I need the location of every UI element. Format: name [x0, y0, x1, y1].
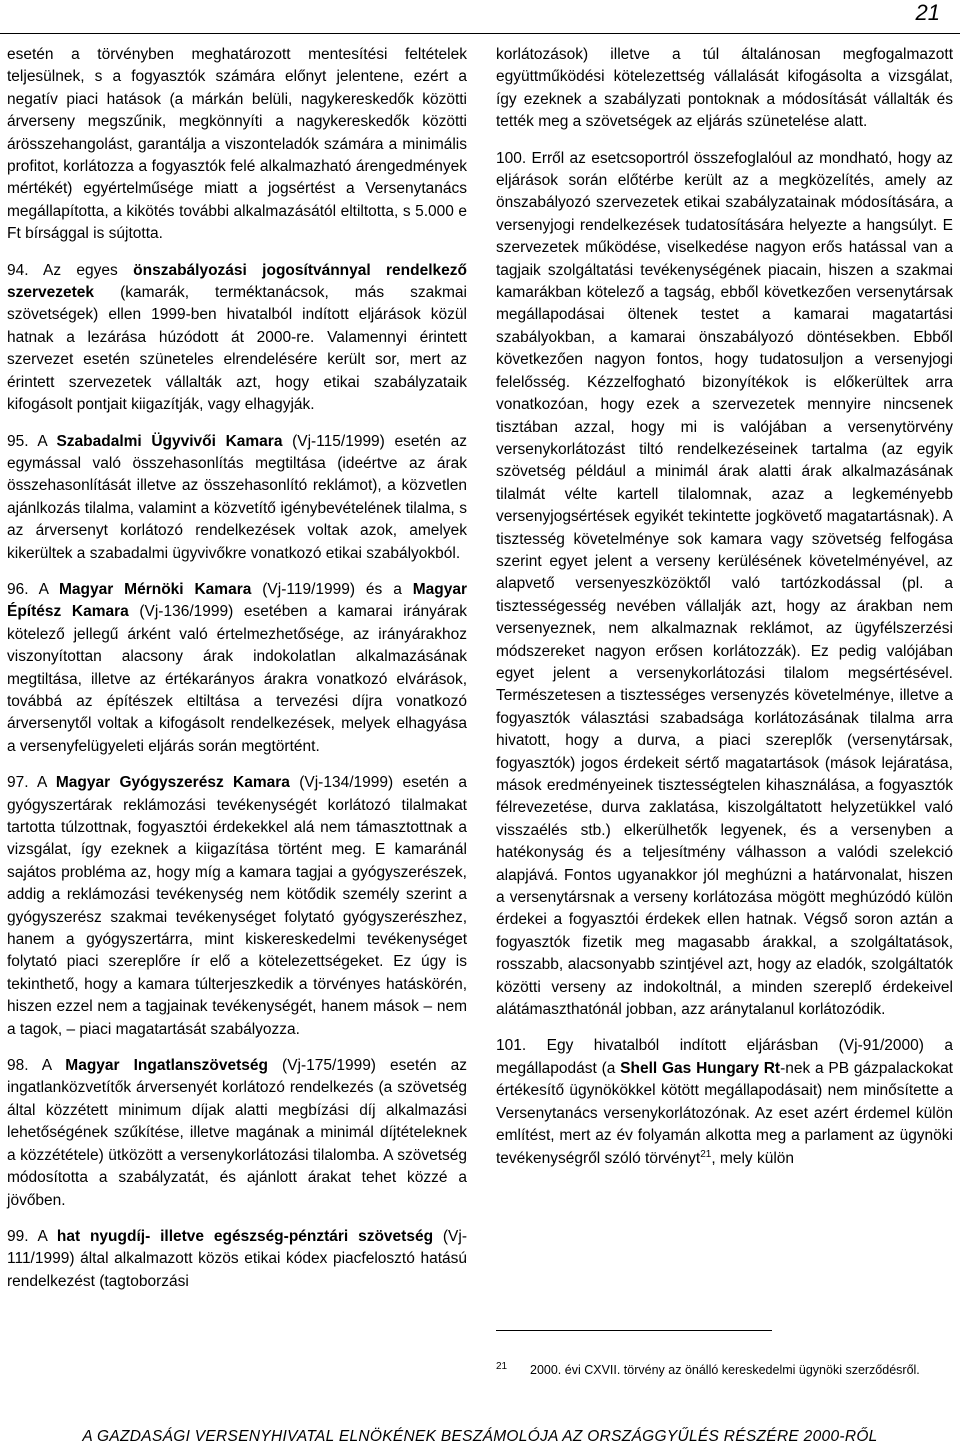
- paragraph-99: 99. A hat nyugdíj- illetve egészség-pénztári szövetség (Vj-111/1999) által alkalmazott közös etikai kódex piacfelosztó hatású rendelkezést (tagtoborzási: [7, 1227, 467, 1290]
- footnote: [496, 1362, 953, 1379]
- page-footer: A GAZDASÁGI VERSENYHIVATAL ELNÖKÉNEK BESZÁMOLÓJA AZ ORSZÁGGYŰLÉS RÉSZÉRE 2000-RŐL: [82, 1428, 878, 1445]
- page-number: 21: [915, 0, 940, 25]
- header-rule: [0, 33, 960, 34]
- footnote-rule: [496, 1330, 772, 1331]
- paragraph-100: 100. Erről az esetcsoportról összefoglalóul az mondható, hogy az eljárások során előtérbe került az a megközelítés, amely az önszabályozó szervezetek etikai szabályzatainak módosítására, a versenyjogi rendelkezések tudatosítására helyezte a hangsúlyt. E szervezetek működése, viselkedése nagyon erős hatással van a tagjaik szolgáltatási tevékenységének piacain, hiszen a szakmai kamarákban kötelező a tagság, ebből következően versenytársak megállapodásai öltenek testet a kamarai magatartási szabályokban, a kamarai önszabályozó döntésekben. Ebből következően nagyon fontos, hogy tudatosuljon a versenyjogi felelősség. Kézzelfogható bizonyítékok is előkerültek arra vonatkozóan, hogy ezek a szervezetek mennyire nincsenek tisztában azzal, hogy mi is valójában a versenytörvény versenykorlátozást tiltó rendelkezéseinek tartalma (az egyik szövetség például a minimál árak alatti árak alkalmazásának tilalmát vélte kartell tilalomnak, azaz a legkeményebb versenyjogsértések egyikét tekintette jogkövető magatartásnak). A tisztesség követelménye sok kamara vagy szövetség felfogása szerint egyet jelent a verseny kerülésének követelményével, az alapvető versenyeszközöktől való tartózkodással (pl. a tisztességesség nevében vállalják azt, hogy az árakban nem versenyeznek, nem alkalmaznak reklámot, az ügyfélszerzési módszereket nagyon erősen korlátozzák). Ez pedig valójában egyet jelent a versenykorlátozási tilalom megsértésével. Természetesen a tisztességes versenyzés követelménye, illetve a fogyasztók választási szabadsága korlátozásának tilalma arra hivatott, hogy a durva, a piaci szereplők (versenytársak, fogyasztók) jogos érdekeit sértő magatartások (mások lejáratása, mások eredményeinek tisztességtelen kihasználása, a fogyasztók félrevezetése, durva zaklatása, kiszolgáltatott helyzetükkel való visszaélés stb.) elkerülhetők legyenek, és a versenyben a hatékonyság és a teljesítmény válhasson a valódi szelekció alapjává. Fontos ugyanakkor jól meghúzni a határvonalat, hiszen a versenytársnak a verseny korlátozása mögött meghúzódó külön érdekei a fogyasztói érdekek ellen hatnak. Végső soron aztán a fogyasztók fizetik meg magasabb árakkal, a szolgáltatások, rosszabb, alacsonyabb szintjével azt, hogy az eladók, szolgáltatók közötti verseny az indokoltnál, a minden szereplő érdekeivel alátámaszthatónál jobban, azz aránytalanul korlátozódik.: [496, 149, 953, 1019]
- footnote-text: 2000. évi CXVII. törvény az önálló kereskedelmi ügynöki szerződésről.: [530, 1363, 920, 1377]
- paragraph-98: 98. A Magyar Ingatlanszövetség (Vj-175/1999) esetén az ingatlanközvetítők árversenyét korlátozó rendelkezés (a szövetség által közzétett minimum díjak alatti megbízási díj alkalmazási lehetőségének szűkítése, illetve magának a minimál díjtételeknek a közzététele) ütközött a versenykorlátozási tilalomba. A szövetség módosította a szabályzatát, és ajánlott árakat tehet közzé a jövőben.: [7, 1057, 467, 1209]
- paragraph-96: 96. A Magyar Mérnöki Kamara (Vj-119/1999) és a Magyar Építész Kamara (Vj-136/1999) esetében a kamarai irányárak kötelező jellegű árként való értelmezhetősége, az irányárakhoz viszonyítottan alacsony árak indokolatlan alkalmazásának megtiltása, illetve az értékarányos árakra vonatkozó elvárások, továbbá az építészek eltiltása a tervezési díjra vonatkozó árversenytől voltak a kifogásolt rendelkezések, melyek elhagyása a versenyfelügyeleti eljárás során megtörtént.: [7, 580, 467, 755]
- footnote-mark: 21: [496, 1361, 508, 1372]
- paragraph-continued: korlátozások) illetve a túl általánosan megfogalmazott együttműködési kötelezettség vállalását kifogásolta a vizsgálat, így ezeknek a szabályzati pontoknak a módosítását vállalták és tették meg a szövetségek az eljárás szünetelése alatt.: [496, 46, 953, 131]
- paragraph-101: 101. Egy hivatalból indított eljárásban (Vj-91/2000) a megállapodást (a Shell Gas Hungary Rt-nek a PB gázpalackokat értékesítő ügynökökkel kötött megállapodásait) nem minősítette a Versenytanács versenykorlátozónak. Az eset azért érdemel külön említést, mert az év folyamán alkotta meg a parlament az ügynöki tevékenységről szóló törvényt$^{21}$, mely külön: [496, 1037, 953, 1167]
- paragraph-intro: esetén a törvényben meghatározott mentesítési feltételek teljesülnek, s a fogyasztók számára előnyt jelentene, ezért a negatív piaci hatások (a márkán belüli, nagykereskedők közötti árverseny megszűnik, megkönnyíti a nagykereskedők közötti árösszehangolást, garantálja a viszonteladók számára a minimális profitot, korlátozza a fogyasztók felé alkalmazható árengedmények mértékét) egyértelműsége miatt a jogsértést a Versenytanács megállapította, a kikötés további alkalmazásától eltiltotta, s 5.000 e Ft bírsággal is sújtotta.: [7, 46, 467, 243]
- paragraph-97: 97. A Magyar Gyógyszerész Kamara (Vj-134/1999) esetén a gyógyszertárak reklámozási tevékenységét korlátozó tilalmakat tartotta túlzottnak, fogyasztói érdekekkel alá nem támasztottnak a vizsgálat, így ezeknek a kiigazítása történt meg. E kamaránál sajátos probléma az, hogy míg a kamara tagjai a gyógyszerészek, addig a reklámozási tevékenység nem kötődik személy szerint a gyógyszerész szakmai tevékenységet folytató gyógyszerészhez, hanem a gyógyszertárra, mint kiskereskedelmi tevékenységet folytató piaci szereplőre ír elő a kötelezettségeket. Ez úgy is tekinthető, hogy a kamara túlterjeszkedik a törvényes hatáskörén, hiszen ezzel nem a tagjainak tevékenységét, hanem mások – nem a tagok, – piaci magatartását szabályozza.: [7, 774, 467, 1038]
- paragraph-95: 95. A Szabadalmi Ügyvivői Kamara (Vj-115/1999) esetén az egymással való összehasonlítás megtiltása (ideértve az árak összehasonlítását illetve az összehasonlító reklámot), a közvetlen ajánlkozás tilalma, valamint a közvetítő igénybevételének tilalma, s az árversenyt korlátozó rendelkezések voltak azok, amelyek kikerültek a szabadalmi ügyvivőkre vonatkozó etikai szabályokból.: [7, 432, 468, 562]
- left-column: [7, 44, 467, 1307]
- footnote-reference[interactable]: 21: [700, 1148, 712, 1160]
- paragraph-94: 94. Az egyes önszabályozási jogosítvánnyal rendelkező szervezetek (kamarák, terméktanácsok, más szakmai szövetségek) ellen 1999-ben hivatalból indított eljárások közül hatnak a lezárása húzódott át 2000-re. Valamennyi érintett szervezet esetén szüneteles elrendelésére került sor, mert az érintett szervezetek vállalták azt, hogy etikai szabályzataik kifogásolt pontjait kiigazítják, vagy elhagyják.: [7, 261, 468, 414]
- right-column: [496, 44, 953, 1184]
